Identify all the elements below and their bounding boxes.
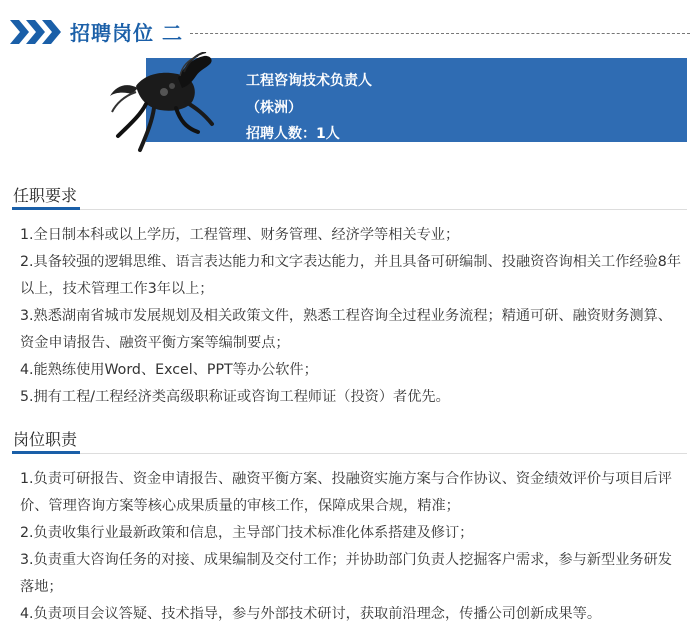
page-title: 招聘岗位 二 xyxy=(70,21,183,45)
position-name: 工程咨询技术负责人 xyxy=(246,73,372,89)
duties-heading: 岗位职责 xyxy=(13,430,78,449)
requirements-heading: 任职要求 xyxy=(13,186,78,205)
requirement-item-1: 1.全日制本科或以上学历，工程管理、财务管理、经济学等相关专业； xyxy=(20,227,460,243)
duty-item-2: 2.负责收集行业最新政策和信息，主导部门技术标准化体系搭建及修订； xyxy=(20,525,474,541)
requirement-item-2: 2.具备较强的逻辑思维、语言表达能力和文字表达能力，并且具备可研编制、投融资咨询相关工作经验8年以上，技术管理工作3年以上； xyxy=(20,254,682,297)
requirements-underline xyxy=(12,207,80,210)
duties-rule xyxy=(12,453,687,454)
position-banner xyxy=(146,58,687,142)
duties-underline xyxy=(12,451,80,454)
requirement-item-4: 4.能熟练使用Word、Excel、PPT等办公软件； xyxy=(20,362,318,378)
ink-horse-illustration xyxy=(106,52,218,158)
duty-item-3: 3.负责重大咨询任务的对接、成果编制及交付工作；并协助部门负责人挖掘客户需求，参与新型业务研发落地； xyxy=(20,552,672,595)
position-location: （株洲） xyxy=(246,100,302,116)
duty-item-4: 4.负责项目会议答疑、技术指导，参与外部技术研讨，获取前沿理念，传播公司创新成果等。 xyxy=(20,606,602,622)
triple-chevron-right-icon xyxy=(10,20,62,44)
position-headcount: 招聘人数：1人 xyxy=(246,126,340,142)
header-dashed-divider xyxy=(190,33,690,34)
section-header xyxy=(0,0,699,64)
requirement-item-5: 5.拥有工程/工程经济类高级职称证或咨询工程师证（投资）者优先。 xyxy=(20,389,450,405)
requirements-rule xyxy=(12,209,687,210)
duty-item-1: 1.负责可研报告、资金申请报告、融资平衡方案、投融资实施方案与合作协议、资金绩效评价与项目后评价、管理咨询方案等核心成果质量的审核工作，保障成果合规，精准； xyxy=(20,471,672,514)
requirement-item-3: 3.熟悉湖南省城市发展规划及相关政策文件，熟悉工程咨询全过程业务流程；精通可研、融资财务测算、资金申请报告、融资平衡方案等编制要点； xyxy=(20,308,672,351)
